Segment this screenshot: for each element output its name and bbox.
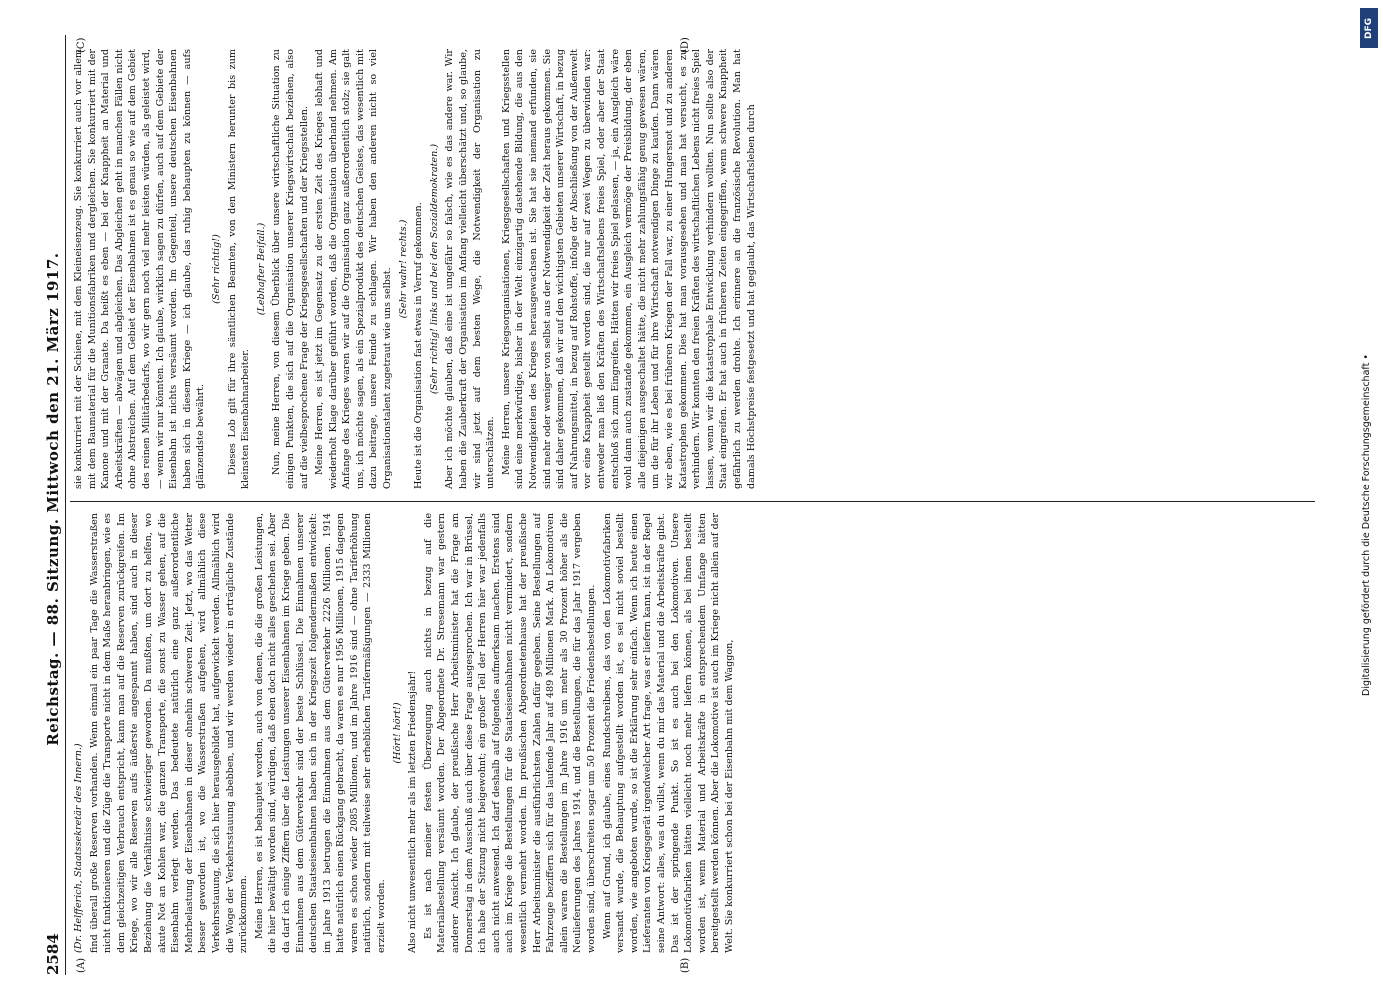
paragraph: Wenn auf Grund, ich glaube, eines Rundschreibens, das von den Lokomotivfabriken versandt wurde, die Behauptung aufgestellt worden ist, es sei nicht soviel bestellt worden, wie angeboten wurde, so ist die Erklärung sehr einfach. Wenn ich heute einen Lieferanten von Kriegsgerät irgendwelcher Art frage, was er liefern kann, ist in der Regel seine Antwort: alles, was du willst, wenn du mir das Material und die Arbeitskräfte gibst. Das ist der springende Punkt. So ist es auch bei den Lokomotiven. Unsere Lokomotivfabriken hätten vielleicht noch mehr liefern können, als bei ihnen bestellt worden ist, wenn Material und Arbeitskräfte in entsprechendem Umfange hätten bereitgestellt werden können. Aber die Lokomotive ist auch im Kriege nicht allein auf der Welt. Sie konkurriert schon bei der Eisenbahn mit dem Waggon, bbox=[601, 513, 735, 953]
interjection: (Sehr wahr! rechts.) bbox=[397, 219, 409, 319]
margin-marker-c: (C) bbox=[76, 37, 87, 53]
margin-marker-d: (D) bbox=[680, 37, 691, 53]
paragraph: Es ist nach meiner festen Überzeugung auch nichts in bezug auf die Materialbestellung versäumt worden. Der Abgeordnete Dr. Stresemann war gestern anderer Ansicht. Ich glaube, der preußische Herr Arbeitsminister hat die Frage am Donnerstag in dem Ausschuß auch über diese Frage ausgesprochen. Ich war in Brüssel, ich habe der Sitzung nicht beigewohnt; ein großer Teil der Herren hier war jedenfalls auch nicht anwesend. Ich darf deshalb auf folgendes aufmerksam machen. Erstens sind auch im Kriege die Bestellungen für die Staatseisenbahnen nicht vermindert, sondern wesentlich vermehrt worden. Im preußischen Abgeordnetenhause hat der preußische Herr Arbeitsminister die ausführlichsten Zahlen dafür gegeben. Seine Bestellungen auf Fahrzeuge beziffern sich für das laufende Jahr auf 489 Millionen Mark. An Lokomotiven allein waren die Bestellungen im Jahre 1916 um mehr als 30 Prozent höher als die Neulieferungen des Jahres 1914, und die Bestellungen, die für das Jahr 1917 vergeben worden sind, überschreiten sogar um 50 Prozent die Friedensbestellungen. bbox=[422, 513, 597, 953]
interjection: (Lebhafter Beifall.) bbox=[255, 222, 267, 316]
paragraph: sie konkurriert mit der Schiene, mit dem Kleineisenzeug. Sie konkurriert auch vor allem mit dem Baumaterial für die Munitionsfabriken und dergleichen. Sie konkurriert mit der Kanone und mit der Granate. Da heißt es eben — bei der Knappheit an Material und Arbeitskräften — abwägen und abgleichen. Das Abgleichen geht in manchen Fällen nicht ohne Abstreichen. Auf dem Gebiet der Eisenbahnen ist es genau so wie auf dem Gebiet des reinen Militärbedarfs, wo wir gern noch viel mehr leisten würden, als geleistet wird, — wenn wir nur könnten. Ich glaube, wirklich sagen zu dürfen, auch auf dem Gebiete der Eisenbahn ist nichts versäumt worden. Im Gegenteil, unsere deutschen Eisenbahnen haben sich in diesem Kriege — ich glaube, das ruhig behaupten zu können — aufs glänzendste bewährt. bbox=[73, 49, 207, 489]
dfg-logo: DFG bbox=[1360, 8, 1378, 48]
page-header bbox=[40, 35, 66, 975]
paragraph: Nun, meine Herren, von diesem Überblick über unsere wirtschaftliche Situation zu einigen Punkten, die sich auf die Organisation unserer Kriegswirtschaft beziehen, also auf die vielbesprochene Frage der Kriegsgesellschaften und der Kriegsstellen. bbox=[271, 49, 310, 489]
paragraph: Aber ich möchte glauben, daß eine ist ungefähr so falsch, wie es das andere war. Wir haben die Zauberkraft der Organisation im Anfang vielleicht überschätzt und, so glaube, wir sind jetzt auf dem besten Wege, die Notwendigkeit der Organisation zu unterschätzen. bbox=[444, 49, 497, 489]
margin-marker-b: (B) bbox=[680, 957, 691, 973]
rotated-page bbox=[40, 35, 1340, 975]
interjection: (Hört! hört!) bbox=[391, 702, 403, 764]
interjection: (Sehr richtig! links und bei den Sozialdemokraten.) bbox=[428, 143, 440, 395]
right-column bbox=[72, 49, 1312, 489]
speaker-line: (Dr. Helfferich, Staatssekretär des Innern.) bbox=[73, 743, 84, 953]
page-number: 2584 bbox=[44, 933, 62, 975]
digitization-credit: Digitalisierung gefördert durch die Deutsche Forschungsgemeinschaft • bbox=[1361, 354, 1372, 696]
left-column bbox=[72, 513, 1312, 953]
margin-marker-a: (A) bbox=[76, 957, 87, 973]
paragraph: Meine Herren, es ist behauptet worden, auch von denen, die die großen Leistungen, die hier bewältigt worden sind, würdigen, daß eben doch nicht alles geschehen sei. Aber da darf ich einige Ziffern über die Leistungen unserer Eisenbahnen im Kriege geben. Die Einnahmen aus dem Güterverkehr sind der beste Schlüssel. Die Einnahmen unserer deutschen Staatseisenbahnen haben sich in der Kriegszeit folgendermaßen entwickelt: im Jahre 1913 betrugen die Einnahmen aus dem Güterverkehr 2226 Millionen. 1914 hatte natürlich einen Rückgang gebracht, da waren es nur 1956 Millionen, 1915 dagegen waren es schon wieder 2085 Millionen, und im Jahre 1916 sind — ohne Tariferhöhung natürlich, sondern mit teilweise sehr erheblichen Tarifermäßigungen — 2333 Millionen erzielt worden. bbox=[253, 513, 388, 953]
paragraph: Dieses Lob gilt für ihre sämtlichen Beamten, von den Ministern herunter bis zum kleinsten Eisenbahnarbeiter. bbox=[226, 49, 252, 489]
paragraph: find überall große Reserven vorhanden. Wenn einmal ein paar Tage die Wasserstraßen nicht funktionieren und die Züge die Transporte nicht in dem Maße heranbringen, wie es dem gleichzeitigen Verbrauch entspricht, kann man auf die Reserven zurückgreifen. Im Kriege, wo wir alle Reserven aufs äußerste angespannt haben, sind auch in dieser Beziehung die Verhältnisse schwieriger geworden. Da mußten, um dort zu helfen, wo akute Not an Kohlen war, die ganzen Transporte, die sonst zu Wasser gehen, auf die Eisenbahn verlegt werden. Das bedeutete natürlich eine ganz außerordentliche Mehrbelastung der Eisenbahnen in dieser ohnehin schweren Zeit. Jetzt, wo das Wetter besser geworden ist, wo die Wasserstraßen aufgehen, wird allmählich diese Verkehrsstauung, die sich hier herausgebildet hat, aufgewickelt werden. Allmählich wird die Woge der Verkehrsstauung abebben, und wir werden wieder in erträgliche Zustände zurückkommen. bbox=[88, 513, 250, 953]
interjection: (Sehr richtig!) bbox=[210, 234, 222, 304]
paragraph: Meine Herren, unsere Kriegsorganisationen, Kriegsgesellschaften und Kriegsstellen sind eine merkwürdige, bisher in der Welt einzigartig dastehende Bildung, die aus den Notwendigkeiten des Krieges herausgewachsen ist. Sie hat sie niemand erfunden, sie sind mehr oder weniger von selbst aus der Notwendigkeit der Zeit heraus gekommen. Sie sind daher gekommen, daß wir auf den wichtigsten Gebieten unserer Wirtschaft, in bezug auf Nahrungsmittel, in bezug auf Rohstoffe, infolge der Abschließung von der Außenwelt vor eine Knappheit gestellt worden sind, die nur auf zwei Wegen zu überwinden war: entweder man ließ den Kräften des Wirtschaftslebens freies Spiel, oder aber der Staat entschloß sich zum Eingreifen. Hätten wir freies Spiel gelassen, — ja, ein Ausgleich wäre wohl dann auch zustande gekommen, ein Ausgleich vermöge der Preisbildung, der eben alle diejenigen ausgeschaltet hätte, die nicht mehr zahlungsfähig genug gewesen wären, um die für ihr Leben und für ihre Wirtschaft notwendigen Dinge zu kaufen. Dann wären wir eben, wie es bei früheren Kriegen der Fall war, zu einer Hungersnot und zu anderen Katastrophen gekommen. Dies hat man vorausgesehen und man hat versucht, es zu verhindern. Wir konnten den freien Kräften des wirtschaftlichen Lebens nicht freies Spiel lassen, wenn wir die katastrophale Entwicklung verhindern wollten. Nun sollte also der Staat eingreifen. Er hat auch in früheren Zeiten eingegriffen, wenn schwere Knappheit gefährlich zu werden drohte. Ich erinnere an die französische Revolution. Man hat damals Höchstpreise festgesetzt und hat geglaubt, das Wirtschaftsleben durch bbox=[500, 49, 757, 489]
paragraph: Heute ist die Organisation fast etwas in Verruf gekommen. bbox=[413, 202, 425, 489]
column-divider bbox=[70, 501, 1315, 502]
paragraph: Also nicht unwesentlich mehr als im letzten Friedensjahr! bbox=[407, 670, 419, 953]
page-header-title: Reichstag. — 88. Sitzung. Mittwoch den 21. März 1917. bbox=[44, 252, 62, 746]
paragraph: Meine Herren, es ist jetzt im Gegensatz zu der ersten Zeit des Krieges lebhaft und wiederholt Klage darüber geführt worden, daß die Organisation überhand nehmen. Am Anfange des Krieges waren wir auf die Organisation ganz außerordentlich stolz; sie galt uns, ich möchte sagen, als ein Spezialprodukt des deutschen Geistes, das wesentlich mit dazu beitrage, unsere Feinde zu schlagen. Wir haben den anderen nicht so viel Organisationstalent zugetraut wie uns selbst. bbox=[314, 49, 394, 489]
